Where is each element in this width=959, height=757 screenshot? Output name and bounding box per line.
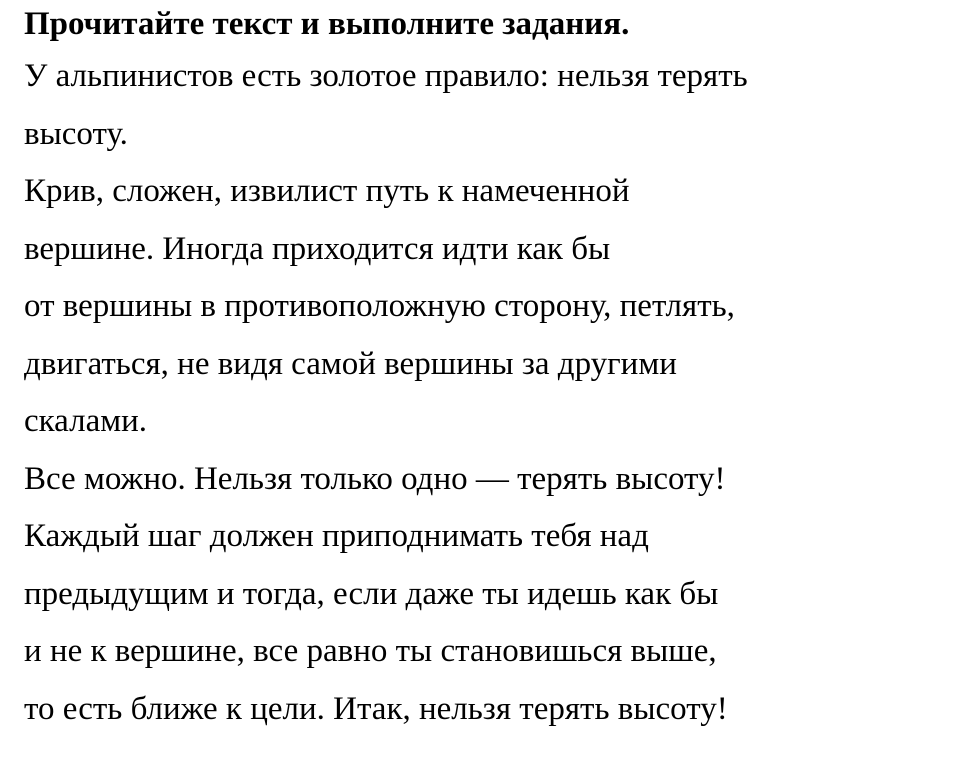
text-line: от вершины в противоположную сторону, петлять, — [24, 288, 735, 324]
text-body — [24, 48, 954, 738]
text-line: вершине. Иногда приходится идти как бы — [24, 230, 611, 267]
text-line: предыдущим и тогда, если даже ты идешь как бы — [24, 575, 719, 612]
text-line: скалами. — [24, 403, 148, 439]
text-line: двигаться, не видя самой вершины за другими — [24, 345, 677, 382]
text-line: и не к вершине, все равно ты становишься выше, — [24, 633, 717, 669]
text-line: высоту. — [24, 115, 128, 152]
document-page — [24, 0, 954, 738]
text-line: Каждый шаг должен приподнимать тебя над — [24, 518, 649, 554]
text-line: то есть ближе к цели. Итак, нельзя терять высоту! — [24, 690, 728, 727]
task-title: Прочитайте текст и выполните задания. — [24, 6, 630, 42]
text-line: Все можно. Нельзя только одно — терять высоту! — [24, 460, 726, 497]
text-line: Крив, сложен, извилист путь к намеченной — [24, 173, 630, 209]
text-line: У альпинистов есть золотое правило: нельзя терять — [24, 58, 748, 94]
